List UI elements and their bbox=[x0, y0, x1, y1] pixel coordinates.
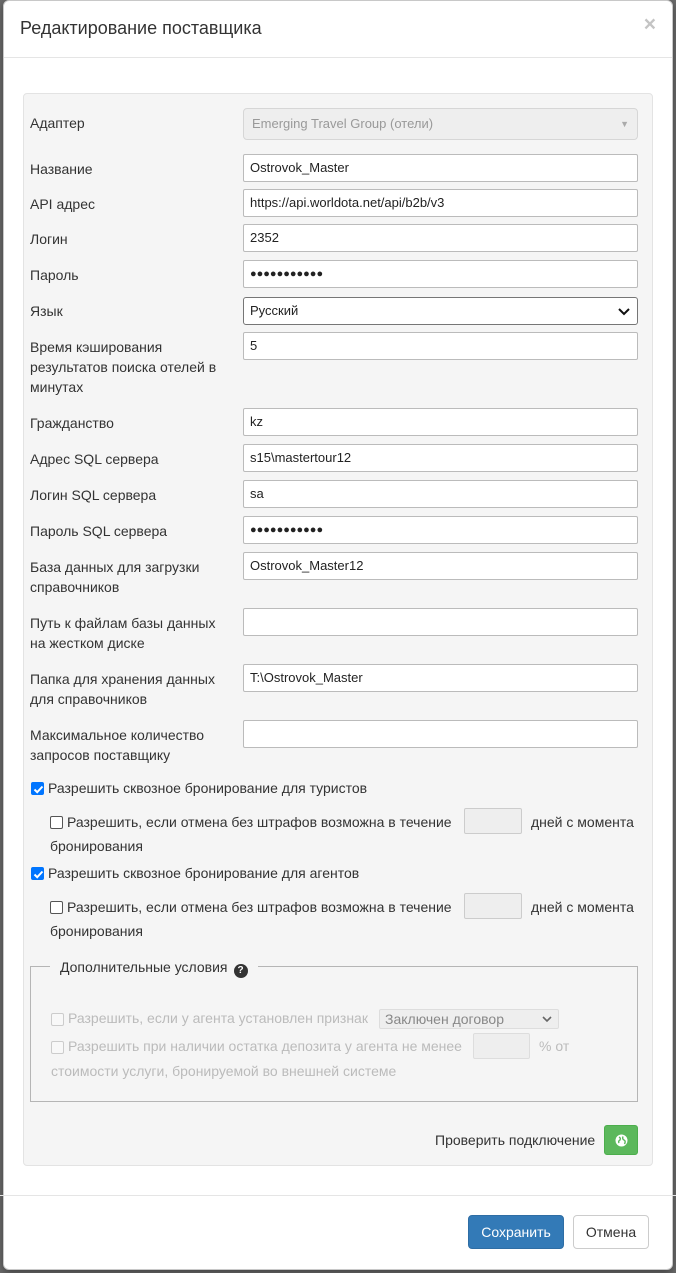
legend-text: Дополнительные условия bbox=[60, 959, 228, 975]
chevron-down-icon bbox=[541, 1013, 553, 1025]
deposit-checkbox bbox=[51, 1041, 64, 1054]
max-requests-input[interactable] bbox=[243, 720, 638, 748]
cache-time-label: Время кэширования результатов поиска отелей в минутах bbox=[30, 339, 217, 395]
adapter-select bbox=[243, 108, 638, 140]
language-label: Язык bbox=[30, 303, 63, 319]
name-input[interactable]: Ostrovok_Master bbox=[243, 154, 638, 182]
password-input[interactable]: ●●●●●●●●●●● bbox=[243, 260, 638, 288]
tourists-cancel-days-input[interactable] bbox=[464, 808, 522, 834]
agents-booking-label: Разрешить сквозное бронирование для агентов bbox=[48, 865, 360, 881]
api-address-input[interactable]: https://api.worldota.net/api/b2b/v3 bbox=[243, 189, 638, 217]
additional-conditions-legend bbox=[50, 957, 258, 978]
api-address-label: API адрес bbox=[30, 196, 95, 212]
storage-folder-label: Папка для хранения данных для справочников bbox=[30, 671, 215, 707]
language-value: Русский bbox=[250, 303, 299, 318]
citizenship-label: Гражданство bbox=[30, 415, 114, 431]
db-path-label: Путь к файлам базы данных на жестком диске bbox=[30, 615, 216, 651]
agent-flag-select bbox=[379, 1009, 559, 1029]
tourists-cancel-label: Разрешить, если отмена без штрафов возможна в течение bbox=[67, 814, 452, 830]
database-input[interactable]: Ostrovok_Master12 bbox=[243, 552, 638, 580]
agent-flag-label: Разрешить, если у агента установлен признак bbox=[68, 1010, 368, 1026]
deposit-label: Разрешить при наличии остатка депозита у агента не менее bbox=[68, 1038, 462, 1054]
agents-cancel-days-input[interactable] bbox=[464, 893, 522, 919]
language-select[interactable] bbox=[243, 297, 638, 325]
sql-address-input[interactable]: s15\mastertour12 bbox=[243, 444, 638, 472]
question-circle-icon[interactable]: ? bbox=[234, 964, 248, 978]
check-connection-button[interactable] bbox=[604, 1125, 638, 1155]
sql-password-input[interactable]: ●●●●●●●●●●● bbox=[243, 516, 638, 544]
checkmark-icon bbox=[32, 783, 45, 796]
tourists-cancel-suffix: дней с момента bbox=[531, 814, 634, 830]
login-label: Логин bbox=[30, 231, 68, 247]
db-path-input[interactable] bbox=[243, 608, 638, 636]
password-label: Пароль bbox=[30, 267, 79, 283]
cancel-button[interactable]: Отмена bbox=[573, 1215, 649, 1249]
tourists-cancel-suffix2: бронирования bbox=[50, 838, 143, 854]
adapter-label: Адаптер bbox=[30, 115, 85, 131]
tourists-booking-label: Разрешить сквозное бронирование для туристов bbox=[48, 780, 368, 796]
cache-time-input[interactable]: 5 bbox=[243, 332, 638, 360]
save-button[interactable]: Сохранить bbox=[468, 1215, 564, 1249]
close-icon[interactable]: × bbox=[643, 13, 656, 36]
deposit-suffix2: стоимости услуги, бронируемой во внешней системе bbox=[51, 1063, 397, 1079]
agent-flag-checkbox bbox=[51, 1013, 64, 1026]
citizenship-input[interactable]: kz bbox=[243, 408, 638, 436]
tourists-cancel-checkbox[interactable] bbox=[50, 816, 63, 829]
agents-cancel-suffix: дней с момента bbox=[531, 899, 634, 915]
agent-flag-value: Заключен договор bbox=[385, 1011, 504, 1027]
agents-booking-checkbox[interactable] bbox=[31, 867, 44, 880]
additional-conditions-fieldset bbox=[30, 966, 638, 1102]
dialog-header bbox=[4, 1, 672, 58]
deposit-percent-input bbox=[473, 1033, 530, 1059]
deposit-suffix: % от bbox=[539, 1038, 570, 1054]
chevron-down-icon bbox=[617, 304, 631, 318]
check-connection-label: Проверить подключение bbox=[435, 1132, 596, 1148]
adapter-value: Emerging Travel Group (отели) bbox=[252, 116, 434, 131]
storage-folder-input[interactable]: T:\Ostrovok_Master bbox=[243, 664, 638, 692]
sql-password-label: Пароль SQL сервера bbox=[30, 523, 168, 539]
agents-cancel-label: Разрешить, если отмена без штрафов возможна в течение bbox=[67, 899, 452, 915]
sql-address-label: Адрес SQL сервера bbox=[30, 451, 159, 467]
database-label: База данных для загрузки справочников bbox=[30, 559, 200, 595]
checkmark-icon bbox=[32, 868, 45, 881]
name-label: Название bbox=[30, 161, 93, 177]
tourists-booking-checkbox[interactable] bbox=[31, 782, 44, 795]
agents-cancel-checkbox[interactable] bbox=[50, 901, 63, 914]
globe-icon bbox=[615, 1134, 628, 1147]
agents-cancel-suffix2: бронирования bbox=[50, 923, 143, 939]
caret-down-icon: ▼ bbox=[620, 119, 629, 129]
dialog-title: Редактирование поставщика bbox=[20, 18, 262, 38]
login-input[interactable]: 2352 bbox=[243, 224, 638, 252]
max-requests-label: Максимальное количество запросов поставщику bbox=[30, 727, 205, 763]
sql-login-input[interactable]: sa bbox=[243, 480, 638, 508]
sql-login-label: Логин SQL сервера bbox=[30, 487, 157, 503]
footer-divider bbox=[0, 1195, 676, 1196]
